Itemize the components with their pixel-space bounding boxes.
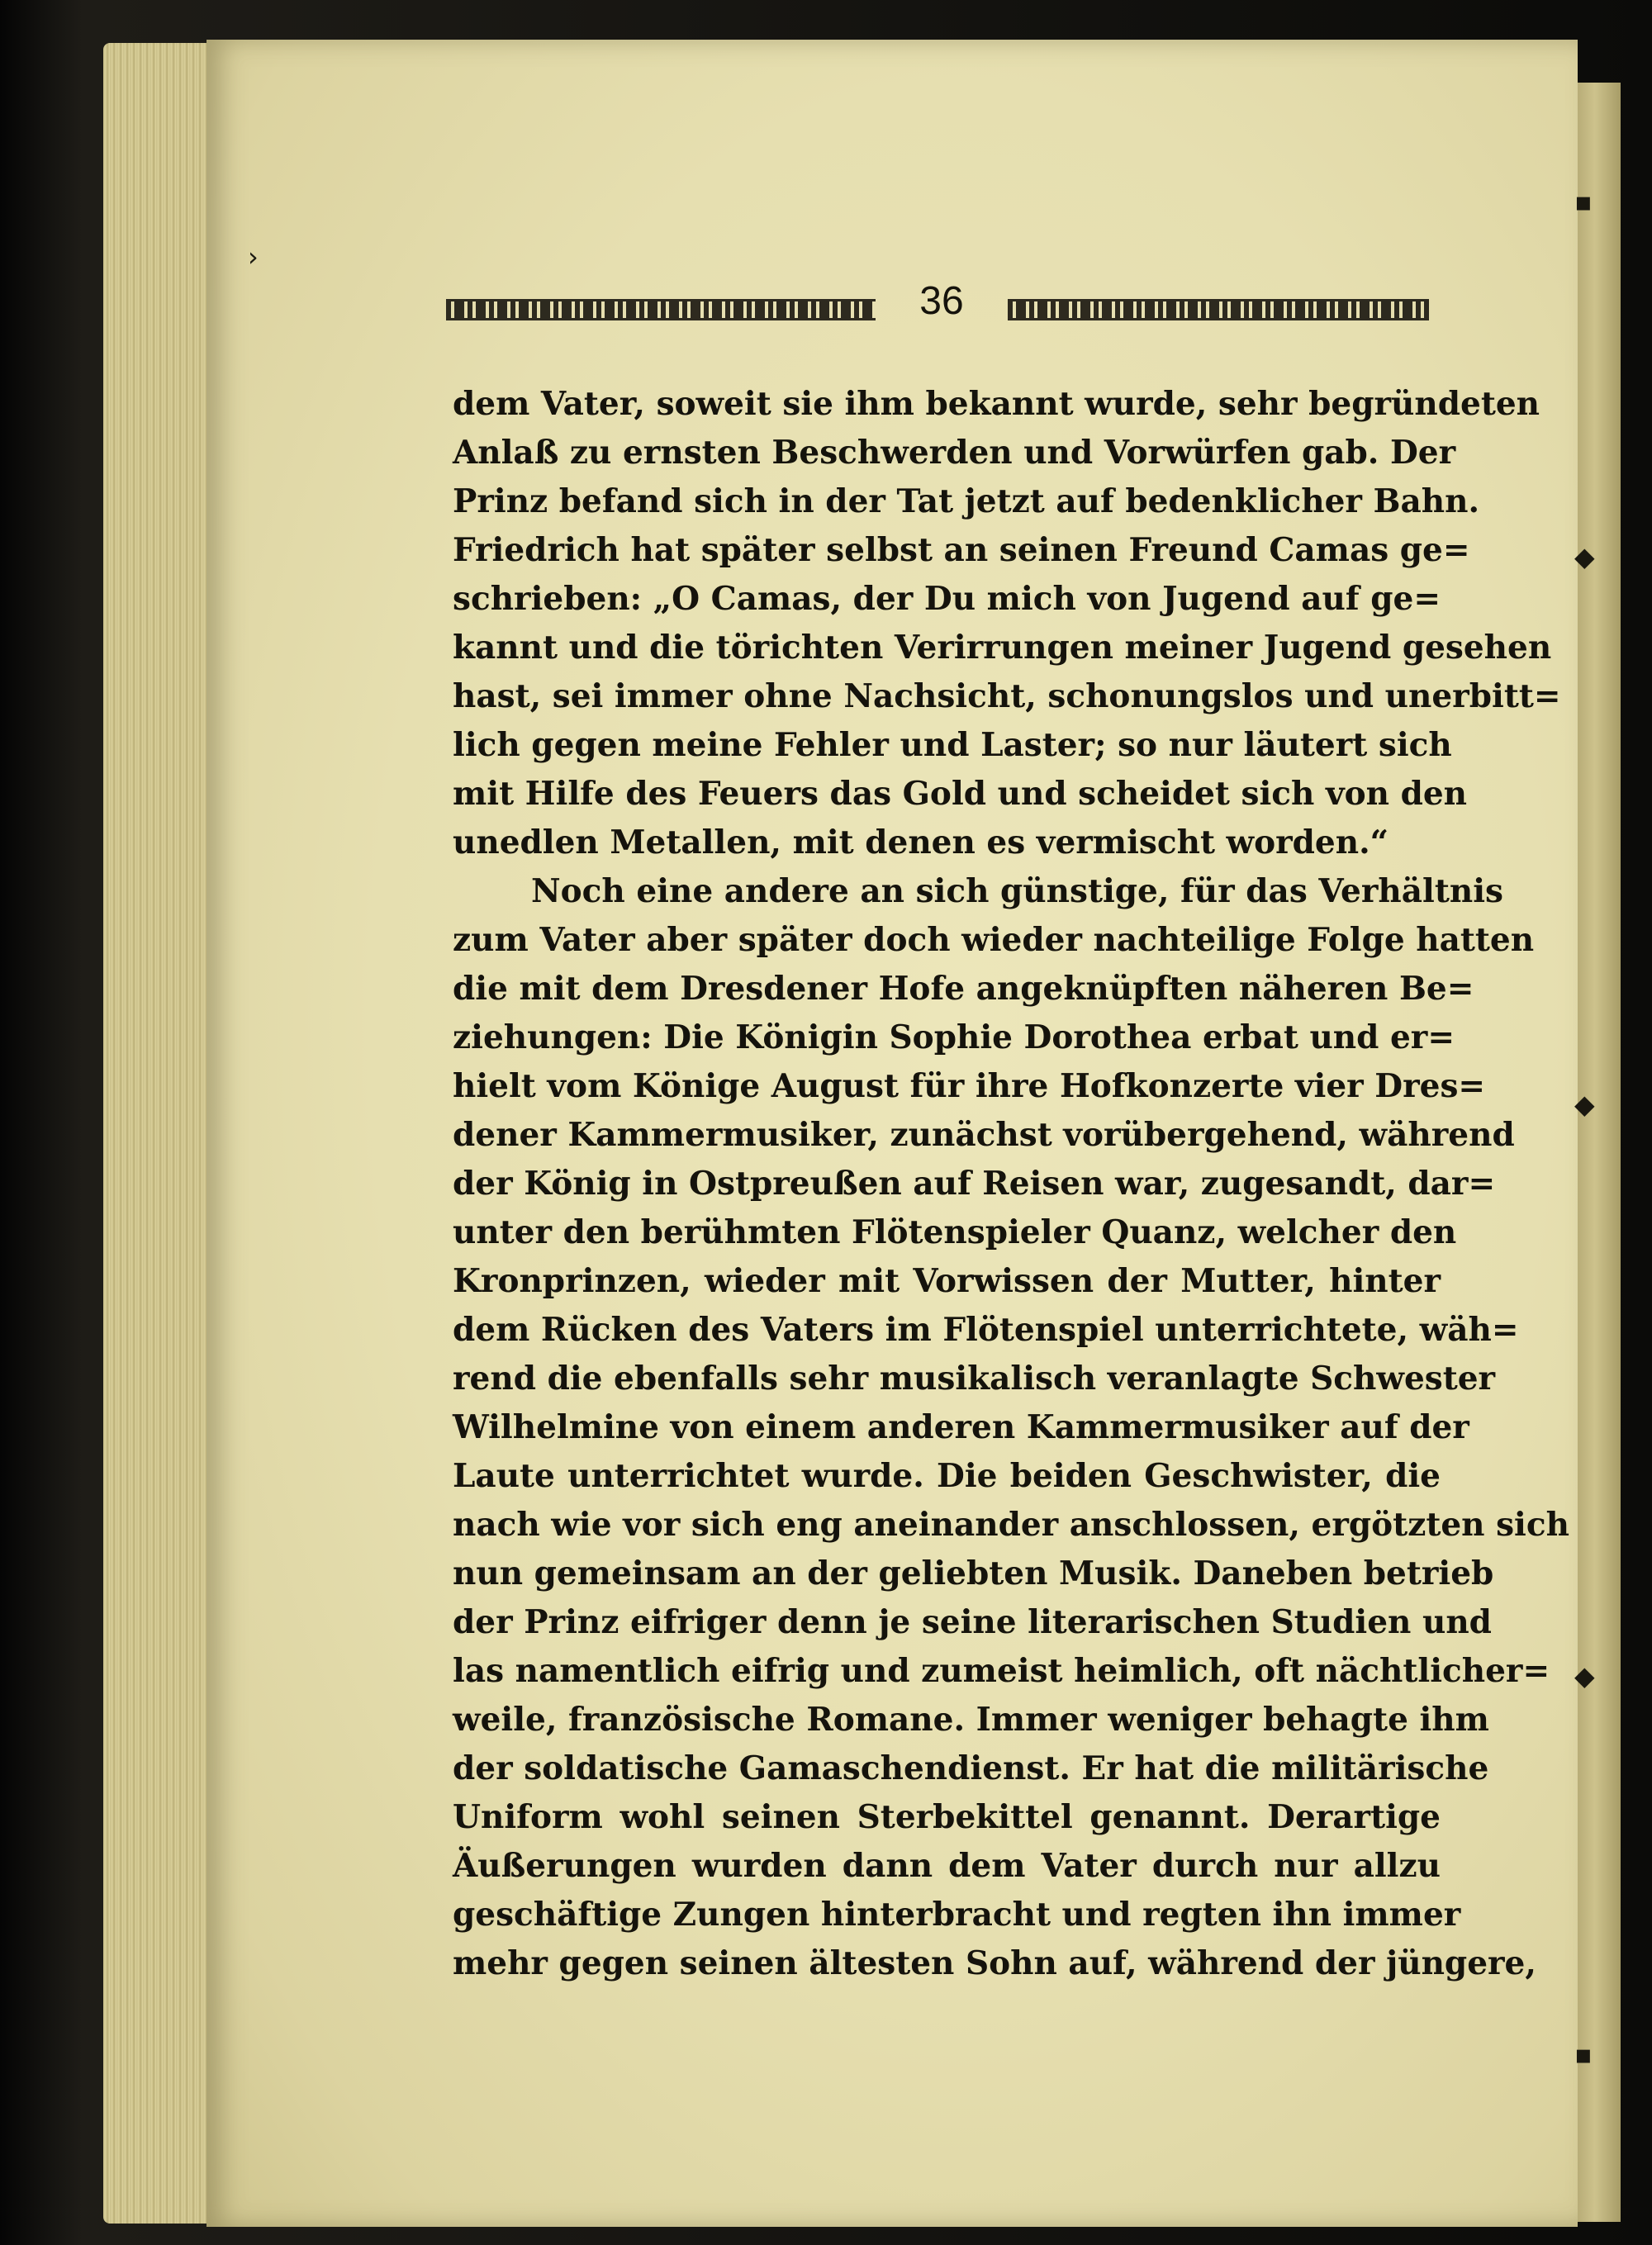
text-line: las namentlich eifrig und zumeist heimlich, oft nächtlicher= bbox=[453, 1652, 1550, 1690]
text-line: mehr gegen seinen ältesten Sohn auf, während der jüngere, bbox=[453, 1944, 1536, 1982]
margin-mark: ▪ bbox=[1574, 2039, 1593, 2070]
text-line: unter den berühmten Flötenspieler Quanz, welcher den bbox=[453, 1213, 1457, 1251]
text-line: Wilhelmine von einem anderen Kammermusiker auf der bbox=[453, 1408, 1469, 1446]
text-line: Friedrich hat später selbst an seinen Freund Camas ge= bbox=[453, 531, 1470, 569]
text-line: der soldatische Gamaschendienst. Er hat die militärische bbox=[453, 1749, 1489, 1787]
paragraph-start-line: Noch eine andere an sich günstige, für das Verhältnis bbox=[531, 872, 1503, 910]
text-line: weile, französische Romane. Immer weniger behagte ihm bbox=[453, 1701, 1489, 1739]
text-line: nun gemeinsam an der geliebten Musik. Daneben betrieb bbox=[453, 1554, 1494, 1592]
text-line: Kronprinzen, wieder mit Vorwissen der Mutter, hinter bbox=[453, 1262, 1441, 1300]
margin-mark: ▪ bbox=[1574, 186, 1593, 217]
text-line: dem Rücken des Vaters im Flötenspiel unterrichtete, wäh= bbox=[453, 1311, 1519, 1349]
text-line: nach wie vor sich eng aneinander anschlossen, ergötzten sich bbox=[453, 1506, 1569, 1544]
text-line: hast, sei immer ohne Nachsicht, schonungslos und unerbitt= bbox=[453, 677, 1561, 715]
page-header bbox=[446, 273, 1429, 330]
text-line: ziehungen: Die Königin Sophie Dorothea erbat und er= bbox=[453, 1018, 1455, 1056]
text-line: Laute unterrichtet wurde. Die beiden Geschwister, die bbox=[453, 1457, 1441, 1495]
margin-mark: ◆ bbox=[1574, 1660, 1595, 1692]
text-line: dener Kammermusiker, zunächst vorübergehend, während bbox=[453, 1116, 1515, 1154]
text-line: die mit dem Dresdener Hofe angeknüpften näheren Be= bbox=[453, 970, 1474, 1008]
text-line: Äußerungen wurden dann dem Vater durch nur allzu bbox=[453, 1847, 1441, 1885]
text-line: zum Vater aber später doch wieder nachteilige Folge hatten bbox=[453, 921, 1535, 959]
text-line: lich gegen meine Fehler und Laster; so nur läutert sich bbox=[453, 726, 1452, 764]
text-line: geschäftige Zungen hinterbracht und regten ihn immer bbox=[453, 1896, 1461, 1934]
margin-mark: ◆ bbox=[1574, 541, 1595, 572]
text-line: schrieben: „O Camas, der Du mich von Jugend auf ge= bbox=[453, 580, 1441, 618]
facing-page-edge bbox=[1578, 83, 1621, 2222]
body-text bbox=[453, 380, 1569, 1988]
book-page-edges bbox=[103, 43, 219, 2224]
text-line: rend die ebenfalls sehr musikalisch veranlagte Schwester bbox=[453, 1360, 1496, 1398]
text-line: Prinz befand sich in der Tat jetzt auf bedenklicher Bahn. bbox=[453, 482, 1480, 520]
text-line: dem Vater, soweit sie ihm bekannt wurde, sehr begründeten bbox=[453, 385, 1540, 423]
margin-mark: › bbox=[248, 241, 259, 273]
text-line: Anlaß zu ernsten Beschwerden und Vorwürfen gab. Der bbox=[453, 434, 1456, 472]
text-line: Uniform wohl seinen Sterbekittel genannt. Derartige bbox=[453, 1798, 1441, 1836]
text-line: der Prinz eifriger denn je seine literarischen Studien und bbox=[453, 1603, 1492, 1641]
text-line: hielt vom Könige August für ihre Hofkonzerte vier Dres= bbox=[453, 1067, 1486, 1105]
text-line: unedlen Metallen, mit denen es vermischt worden.“ bbox=[453, 823, 1389, 861]
header-ornament-left bbox=[446, 299, 876, 320]
text-line: mit Hilfe des Feuers das Gold und scheidet sich von den bbox=[453, 775, 1468, 813]
text-line: der König in Ostpreußen auf Reisen war, zugesandt, dar= bbox=[453, 1165, 1496, 1203]
margin-mark: ◆ bbox=[1574, 1089, 1595, 1120]
header-ornament-right bbox=[1008, 299, 1429, 320]
text-line: kannt und die törichten Verirrungen meiner Jugend gesehen bbox=[453, 629, 1552, 667]
page-number: 36 bbox=[919, 279, 964, 323]
